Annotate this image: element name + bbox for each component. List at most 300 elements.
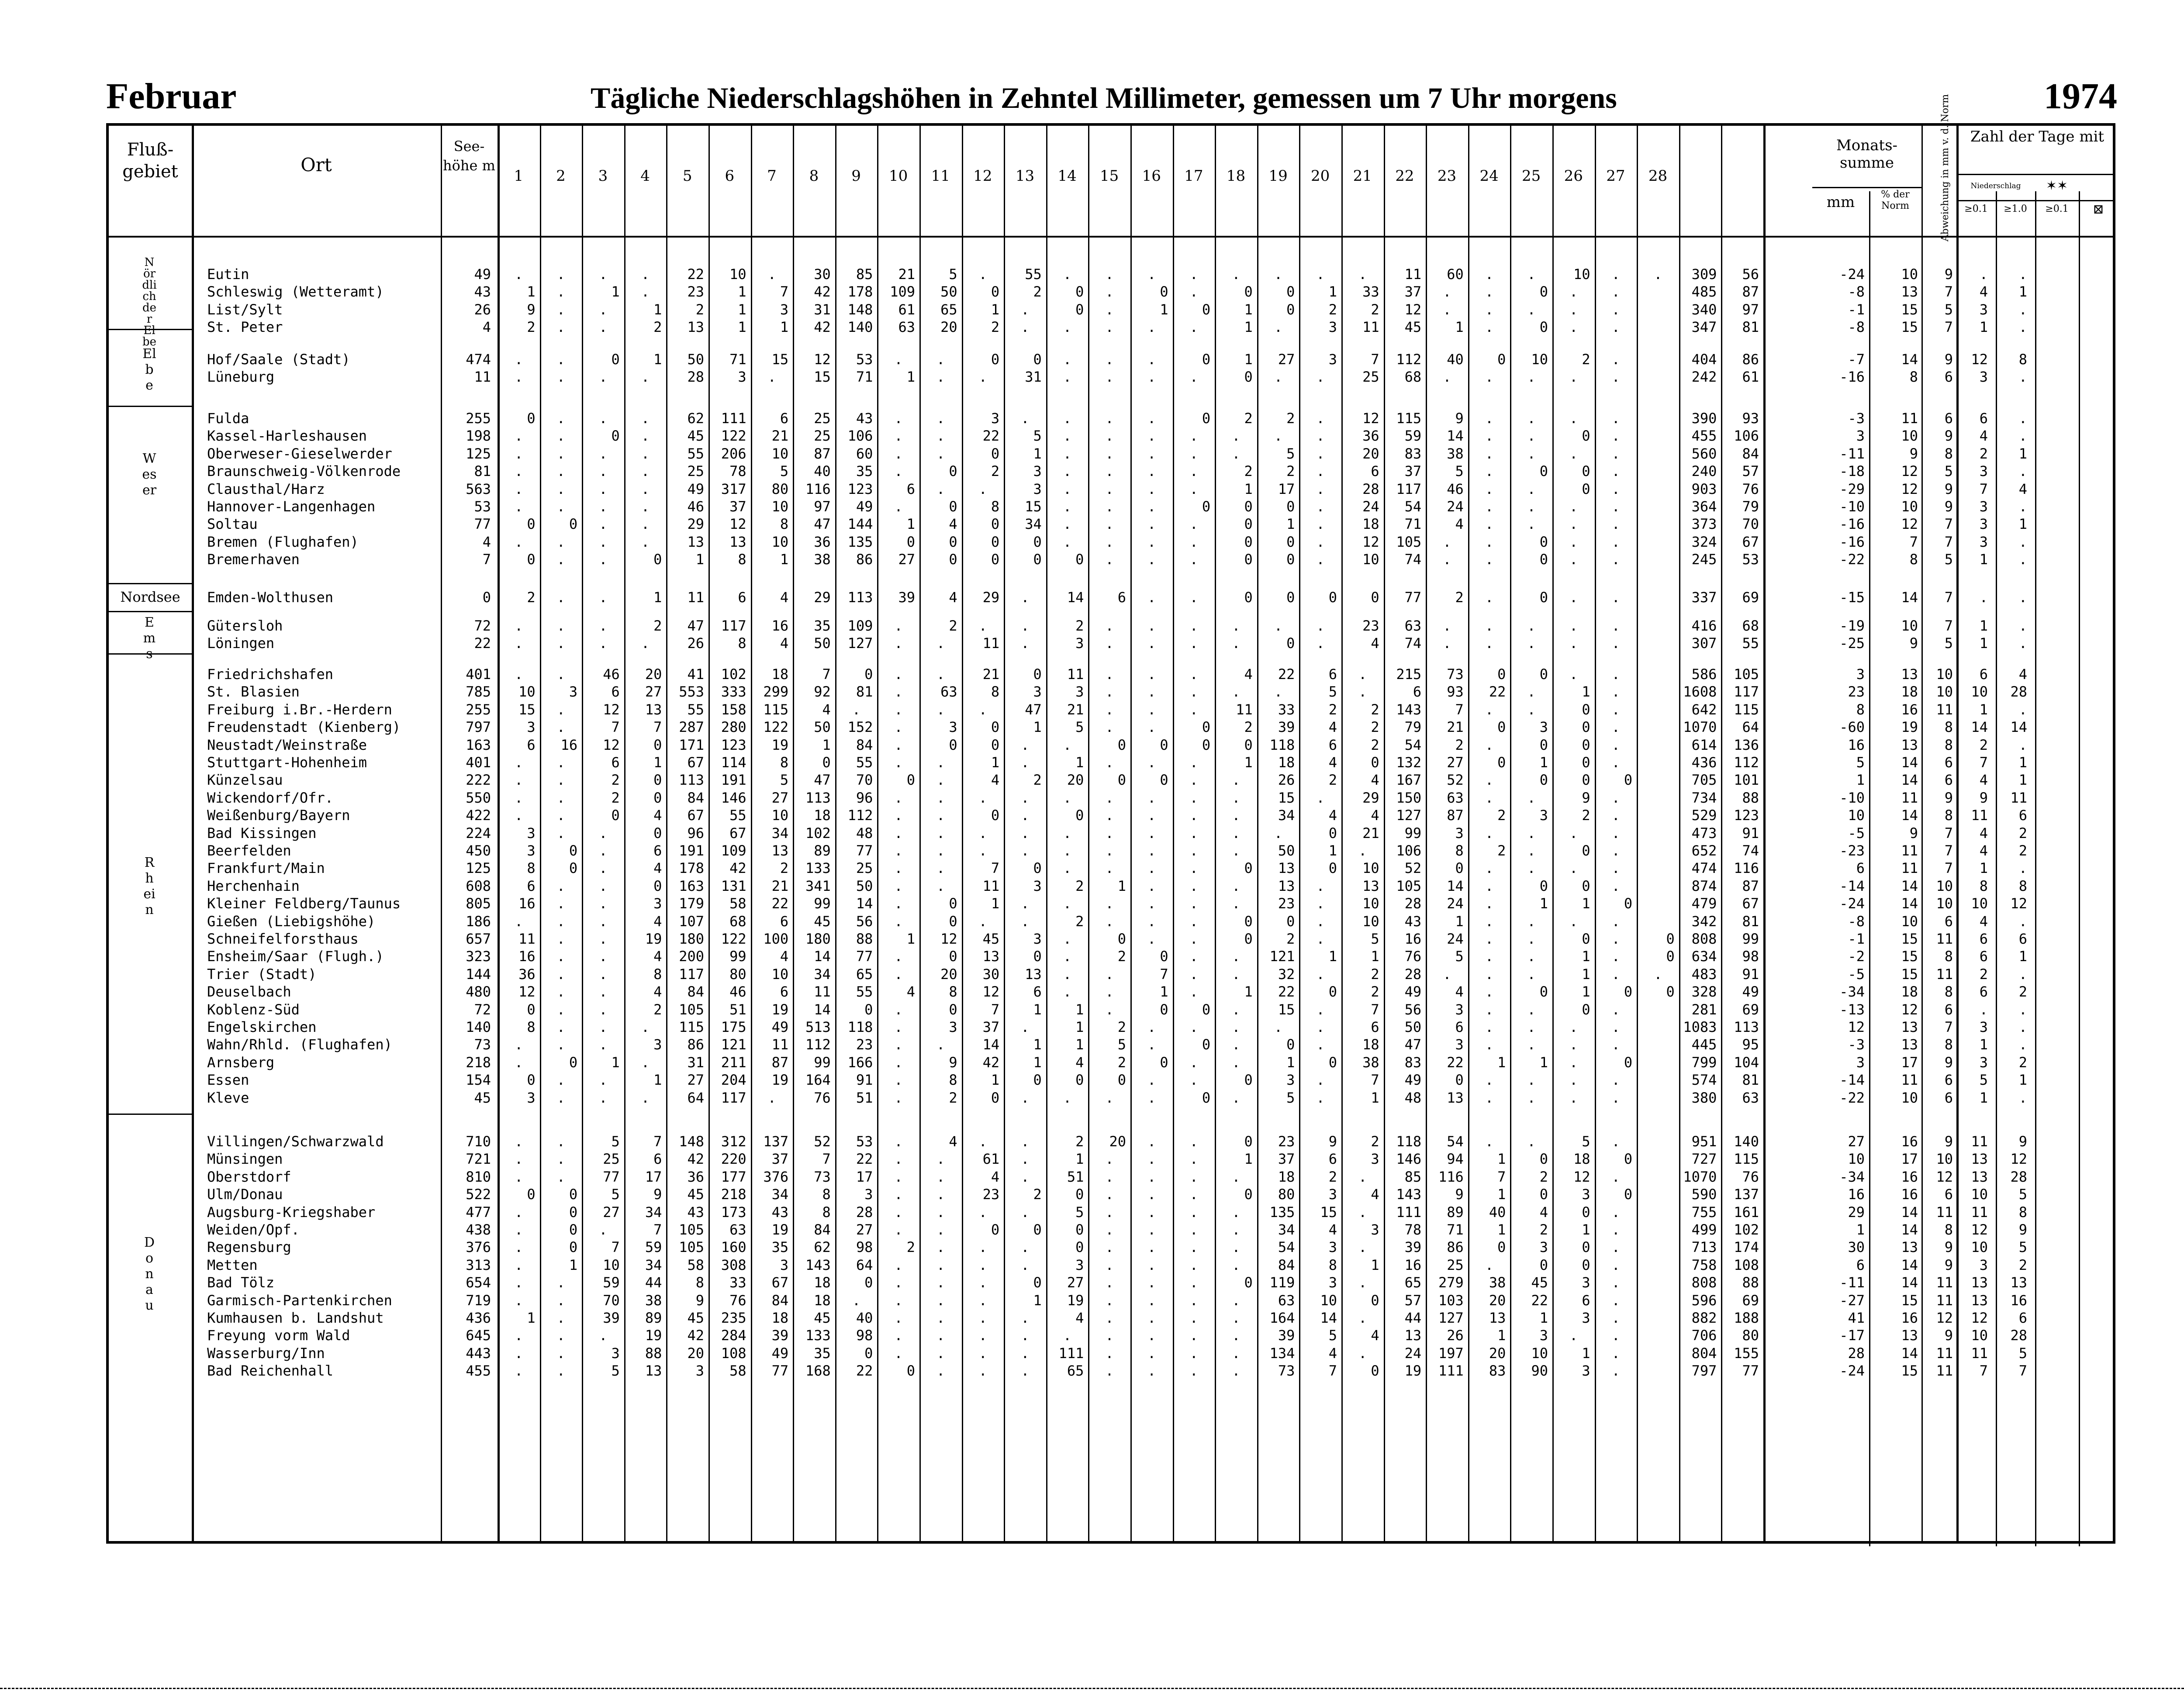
daily-value: 0	[1244, 931, 1253, 947]
daily-value: .	[556, 589, 565, 606]
daily-value: 40	[1447, 351, 1464, 368]
daily-value: .	[556, 369, 565, 386]
monthly-sum-mm: -5	[1848, 966, 1865, 983]
daily-value: 21	[771, 877, 789, 894]
daily-value: 1	[1075, 754, 1084, 771]
daily-value: 4	[1328, 754, 1337, 771]
daily-value: .	[1063, 533, 1072, 550]
station-name: Hannover-Langenhagen	[207, 498, 376, 515]
daily-value: .	[515, 772, 523, 789]
daily-value: 0	[1117, 772, 1126, 789]
daily-value: .	[1021, 635, 1030, 652]
daily-value: .	[894, 701, 903, 718]
daily-value: .	[1358, 683, 1367, 700]
daily-value: .	[515, 1239, 523, 1256]
table-row	[109, 666, 2113, 683]
daily-value: .	[1611, 1072, 1620, 1089]
daily-value: 76	[729, 1292, 746, 1309]
daily-value: 76	[814, 1089, 831, 1106]
daily-value: .	[1063, 498, 1072, 515]
percent-of-norm: 9	[1909, 635, 1918, 652]
daily-value: 78	[729, 463, 746, 480]
daily-value: 1	[611, 1054, 620, 1071]
daily-value: 132	[1396, 754, 1422, 771]
daily-value: 73	[1447, 666, 1464, 683]
daily-value: .	[1316, 913, 1325, 930]
days-ge01: 1	[1979, 1089, 1988, 1106]
daily-value: .	[1105, 1327, 1114, 1344]
daily-value: .	[1189, 1133, 1198, 1150]
daily-value: 882	[1691, 1310, 1717, 1326]
station-name: Herchenhain	[207, 877, 300, 894]
daily-value: 46	[603, 666, 620, 683]
daily-value: 2	[1244, 463, 1253, 480]
daily-value: .	[556, 617, 565, 634]
daily-value: .	[1147, 666, 1156, 683]
daily-value: 1	[1033, 1292, 1042, 1309]
station-altitude: 455	[466, 1362, 491, 1379]
daily-value: .	[1485, 266, 1494, 283]
daily-value: .	[936, 1345, 945, 1362]
daily-value: .	[1316, 480, 1325, 497]
daily-value: 18	[771, 1310, 789, 1326]
deviation-from-norm: 5	[1944, 551, 1953, 568]
daily-value: 333	[721, 683, 746, 700]
daily-value: 1	[780, 319, 789, 336]
daily-value: 0	[611, 351, 620, 368]
days-ge01: 3	[1979, 463, 1988, 480]
daily-value: .	[1147, 480, 1156, 497]
daily-value: .	[1189, 842, 1198, 859]
monthly-sum-mm: 12	[1848, 1019, 1865, 1035]
daily-value: 99	[814, 895, 831, 912]
daily-value: 33	[729, 1274, 746, 1291]
daily-value: .	[1274, 683, 1283, 700]
station-name: Löningen	[207, 635, 275, 652]
daily-value: 55	[856, 983, 873, 1000]
daily-value: 0	[1244, 283, 1253, 300]
percent-of-norm: 9	[1909, 445, 1918, 462]
daily-value: .	[1105, 428, 1114, 445]
daily-value: 9	[695, 1292, 704, 1309]
daily-value: .	[1105, 1292, 1114, 1309]
days-ge01: 7	[1979, 754, 1988, 771]
daily-value: .	[1147, 931, 1156, 947]
daily-value: .	[1569, 824, 1578, 841]
daily-value: 133	[805, 860, 831, 877]
daily-value: .	[1358, 266, 1367, 283]
daily-value: 1	[1455, 319, 1464, 336]
daily-value: 242	[1691, 369, 1717, 386]
monthly-sum-mm: -60	[1839, 719, 1865, 736]
daily-value: 3	[1455, 824, 1464, 841]
daily-value: .	[599, 931, 608, 947]
daily-value: .	[852, 701, 861, 718]
daily-value: 3	[569, 683, 578, 700]
daily-value: 0	[1624, 1054, 1633, 1071]
table-row	[109, 1203, 2113, 1221]
table-row	[109, 1309, 2113, 1327]
daily-value: 14	[1447, 877, 1464, 894]
station-altitude: 4	[482, 533, 491, 550]
daily-value: 11	[1362, 319, 1379, 336]
daily-value: .	[1105, 1239, 1114, 1256]
daily-value: 69	[1742, 1292, 1759, 1309]
daily-value: .	[556, 1327, 565, 1344]
daily-value: 2	[991, 319, 1000, 336]
daily-value: 8	[822, 1186, 831, 1203]
days-ge01: 6	[1979, 666, 1988, 683]
daily-value: 0	[1244, 533, 1253, 550]
month-heading: Februar	[106, 76, 237, 117]
daily-value: .	[1611, 463, 1620, 480]
station-altitude: 186	[466, 913, 491, 930]
daily-value: 4	[949, 1133, 957, 1150]
daily-value: 4	[1371, 807, 1379, 824]
station-name: Bremerhaven	[207, 551, 300, 568]
daily-value: 15	[1278, 789, 1295, 806]
daily-value: .	[599, 516, 608, 533]
monthly-sum-mm: -34	[1839, 1168, 1865, 1185]
daily-value: 1	[1244, 754, 1253, 771]
days-ge01: 3	[1979, 301, 1988, 318]
daily-value: .	[1485, 1072, 1494, 1089]
daily-value: 4	[991, 772, 1000, 789]
daily-value: 8	[738, 551, 746, 568]
daily-value: .	[1611, 1036, 1620, 1053]
days-ge10: .	[2018, 369, 2027, 386]
daily-value: 5	[780, 463, 789, 480]
daily-value: 12	[1362, 533, 1379, 550]
daily-value: 119	[1269, 1274, 1295, 1291]
daily-value: .	[1485, 369, 1494, 386]
daily-value: 50	[814, 635, 831, 652]
daily-value: .	[1443, 617, 1451, 634]
daily-value: .	[599, 877, 608, 894]
daily-value: .	[1147, 1151, 1156, 1168]
days-ge10: .	[2018, 1001, 2027, 1018]
daily-value: .	[1189, 1151, 1198, 1168]
daily-value: 479	[1691, 895, 1717, 912]
monthly-sum-mm: -3	[1848, 410, 1865, 427]
daily-value: 5	[1455, 948, 1464, 965]
percent-of-norm: 16	[1901, 1133, 1918, 1150]
daily-value: 94	[1447, 1151, 1464, 1168]
daily-value: .	[515, 1221, 523, 1238]
daily-value: 0	[949, 498, 957, 515]
daily-value: .	[1189, 1292, 1198, 1309]
daily-value: 14	[1067, 589, 1084, 606]
daily-value: 0	[653, 824, 662, 841]
daily-value: 1	[1371, 1256, 1379, 1273]
daily-value: .	[599, 983, 608, 1000]
daily-value: 112	[1734, 754, 1759, 771]
days-ge10: .	[2018, 701, 2027, 718]
daily-value: .	[556, 266, 565, 283]
daily-value: 98	[856, 1327, 873, 1344]
daily-value: 117	[721, 617, 746, 634]
daily-value: .	[1569, 1089, 1578, 1106]
deviation-from-norm: 9	[1944, 351, 1953, 368]
daily-value: 3	[1455, 1036, 1464, 1053]
daily-value: 58	[729, 895, 746, 912]
daily-value: 69	[1742, 1001, 1759, 1018]
daily-value: 77	[1404, 589, 1422, 606]
deviation-from-norm: 6	[1944, 913, 1953, 930]
daily-value: 23	[1278, 1133, 1295, 1150]
daily-value: 68	[1742, 617, 1759, 634]
daily-value: .	[1232, 266, 1241, 283]
daily-value: 39	[771, 1327, 789, 1344]
daily-value: 3	[1328, 351, 1337, 368]
daily-value: 16	[1404, 931, 1422, 947]
daily-value: 2	[1539, 1221, 1548, 1238]
daily-value: 2	[1497, 807, 1506, 824]
table-row	[109, 589, 2113, 606]
daily-value: 71	[1447, 1221, 1464, 1238]
header-day-27: 27	[1606, 167, 1625, 185]
daily-value: 10	[1362, 860, 1379, 877]
daily-value: 21	[1067, 701, 1084, 718]
daily-value: 2	[1286, 931, 1295, 947]
daily-value: 52	[814, 1133, 831, 1150]
daily-value: 117	[721, 1089, 746, 1106]
percent-of-norm: 14	[1901, 772, 1918, 789]
daily-value: .	[1316, 966, 1325, 983]
daily-value: 7	[1328, 1362, 1337, 1379]
daily-value: .	[1147, 1019, 1156, 1035]
daily-value: 8	[738, 635, 746, 652]
table-row	[109, 427, 2113, 445]
daily-value: 97	[1742, 301, 1759, 318]
daily-value: 91	[1742, 966, 1759, 983]
daily-value: 0	[1371, 1292, 1379, 1309]
daily-value: .	[1147, 319, 1156, 336]
percent-of-norm: 15	[1901, 948, 1918, 965]
daily-value: 174	[1734, 1239, 1759, 1256]
daily-value: .	[1611, 1019, 1620, 1035]
daily-value: 40	[856, 1310, 873, 1326]
daily-value: 2	[1371, 701, 1379, 718]
daily-value: .	[1189, 551, 1198, 568]
station-altitude: 163	[466, 736, 491, 753]
station-name: Regensburg	[207, 1239, 291, 1256]
percent-of-norm: 14	[1901, 1221, 1918, 1238]
days-ge01: 11	[1971, 1345, 1988, 1362]
daily-value: 10	[771, 966, 789, 983]
daily-value: 77	[1742, 1362, 1759, 1379]
header-ge10: ≥1.0	[2004, 203, 2027, 214]
table-row	[109, 877, 2113, 895]
daily-value: 0	[1244, 516, 1253, 533]
daily-value: 1070	[1683, 1168, 1717, 1185]
header-zahl-der-tage: Zahl der Tage mit	[1970, 128, 2105, 145]
daily-value: .	[1611, 589, 1620, 606]
daily-value: .	[1485, 551, 1494, 568]
daily-value: .	[1485, 931, 1494, 947]
daily-value: 0	[569, 516, 578, 533]
daily-value: 0	[1497, 351, 1506, 368]
deviation-from-norm: 10	[1936, 877, 1953, 894]
daily-value: 24	[1404, 1345, 1422, 1362]
table-row	[109, 824, 2113, 842]
daily-value: .	[1105, 1221, 1114, 1238]
daily-value: 67	[729, 824, 746, 841]
daily-value: 64	[1742, 719, 1759, 736]
daily-value: 0	[1328, 983, 1337, 1000]
days-ge10: 1	[2018, 283, 2027, 300]
daily-value: 59	[1404, 428, 1422, 445]
daily-value: 61	[1742, 369, 1759, 386]
percent-of-norm: 10	[1901, 266, 1918, 283]
daily-value: .	[1569, 283, 1578, 300]
monthly-sum-mm: -13	[1839, 1001, 1865, 1018]
daily-value: 12	[814, 351, 831, 368]
daily-value: .	[1189, 266, 1198, 283]
daily-value: 2	[1328, 701, 1337, 718]
daily-value: 1	[1117, 877, 1126, 894]
deviation-from-norm: 5	[1944, 635, 1953, 652]
daily-value: 12	[1573, 1168, 1590, 1185]
daily-value: 16	[518, 895, 536, 912]
deviation-from-norm: 9	[1944, 428, 1953, 445]
daily-value: 485	[1691, 283, 1717, 300]
table-row	[109, 966, 2113, 983]
percent-of-norm: 12	[1901, 1001, 1918, 1018]
daily-value: 0	[569, 1203, 578, 1221]
table-row	[109, 1186, 2113, 1203]
header-monatssumme: Monats-summe	[1836, 137, 1898, 172]
daily-value: 107	[679, 913, 704, 930]
daily-value: 3	[1371, 1151, 1379, 1168]
daily-value: .	[1611, 736, 1620, 753]
percent-of-norm: 14	[1901, 1256, 1918, 1273]
daily-value: 8	[949, 983, 957, 1000]
daily-value: 1	[1497, 1186, 1506, 1203]
daily-value: 0	[1286, 283, 1295, 300]
daily-value: .	[1358, 1203, 1367, 1221]
daily-value: 0	[1328, 589, 1337, 606]
daily-value: .	[978, 1256, 987, 1273]
daily-value: 0	[1160, 283, 1168, 300]
daily-value: 84	[814, 1221, 831, 1238]
daily-value: .	[767, 1089, 776, 1106]
daily-value: 0	[1497, 666, 1506, 683]
daily-value: .	[1485, 860, 1494, 877]
daily-value: 11	[1236, 701, 1253, 718]
daily-value: 20	[1489, 1292, 1506, 1309]
daily-value: .	[1527, 824, 1536, 841]
percent-of-norm: 7	[1909, 533, 1918, 550]
daily-value: .	[1569, 319, 1578, 336]
station-altitude: 443	[466, 1345, 491, 1362]
percent-of-norm: 14	[1901, 1203, 1918, 1221]
daily-value: 20	[940, 319, 957, 336]
daily-value: .	[1611, 445, 1620, 462]
days-ge01: 3	[1979, 1019, 1988, 1035]
daily-value: 45	[1531, 1274, 1548, 1291]
daily-value: 1	[1033, 1054, 1042, 1071]
daily-value: .	[936, 1151, 945, 1168]
days-ge10: .	[2018, 736, 2027, 753]
deviation-from-norm: 8	[1944, 719, 1953, 736]
header-day-19: 19	[1268, 167, 1288, 185]
days-ge10: 13	[2010, 1274, 2027, 1291]
daily-value: .	[599, 1036, 608, 1053]
daily-value: 10	[1531, 351, 1548, 368]
daily-value: 0	[991, 516, 1000, 533]
daily-value: .	[1147, 1203, 1156, 1221]
daily-value: .	[1189, 966, 1198, 983]
deviation-from-norm: 6	[1944, 1186, 1953, 1203]
daily-value: 797	[1691, 1362, 1717, 1379]
daily-value: 2	[1286, 410, 1295, 427]
daily-value: 2	[695, 301, 704, 318]
deviation-from-norm: 9	[1944, 1256, 1953, 1273]
daily-value: .	[1021, 754, 1030, 771]
daily-value: 0	[1624, 983, 1633, 1000]
daily-value: .	[1611, 369, 1620, 386]
daily-value: 483	[1691, 966, 1717, 983]
daily-value: .	[894, 428, 903, 445]
daily-value: .	[1316, 789, 1325, 806]
daily-value: 1	[1582, 966, 1590, 983]
table-row	[109, 351, 2113, 368]
monthly-sum-mm: -3	[1848, 1036, 1865, 1053]
daily-value: 307	[1691, 635, 1717, 652]
daily-value: .	[1147, 351, 1156, 368]
daily-value: .	[1232, 789, 1241, 806]
daily-value: 755	[1691, 1203, 1717, 1221]
daily-value: 1	[738, 301, 746, 318]
daily-value: 0	[906, 772, 915, 789]
monthly-sum-mm: 30	[1848, 1239, 1865, 1256]
daily-value: 81	[1742, 913, 1759, 930]
daily-value: 63	[1278, 1292, 1295, 1309]
table-row	[109, 948, 2113, 965]
daily-value: 105	[679, 1001, 704, 1018]
daily-value: 0	[949, 895, 957, 912]
daily-value: 27	[603, 1203, 620, 1221]
daily-value: .	[1316, 1019, 1325, 1035]
daily-value: .	[1527, 701, 1536, 718]
daily-value: 80	[771, 480, 789, 497]
percent-of-norm: 13	[1901, 666, 1918, 683]
daily-value: 113	[805, 789, 831, 806]
daily-value: .	[1485, 789, 1494, 806]
daily-value: .	[894, 666, 903, 683]
percent-of-norm: 12	[1901, 516, 1918, 533]
daily-value: 455	[1691, 428, 1717, 445]
monthly-sum-mm: -24	[1839, 266, 1865, 283]
daily-value: .	[1021, 789, 1030, 806]
daily-value: 22	[1278, 983, 1295, 1000]
daily-value: .	[1189, 931, 1198, 947]
days-ge01: 5	[1979, 1072, 1988, 1089]
daily-value: 87	[1447, 807, 1464, 824]
daily-value: 88	[1742, 1274, 1759, 1291]
daily-value: .	[641, 498, 650, 515]
daily-value: 0	[1539, 983, 1548, 1000]
daily-value: .	[1105, 1001, 1114, 1018]
daily-value: .	[1654, 966, 1662, 983]
percent-of-norm: 13	[1901, 736, 1918, 753]
daily-value: 137	[1734, 1186, 1759, 1203]
monthly-sum-mm: -14	[1839, 877, 1865, 894]
daily-value: 0	[1075, 301, 1084, 318]
daily-value: 11	[518, 931, 536, 947]
daily-value: 123	[721, 736, 746, 753]
